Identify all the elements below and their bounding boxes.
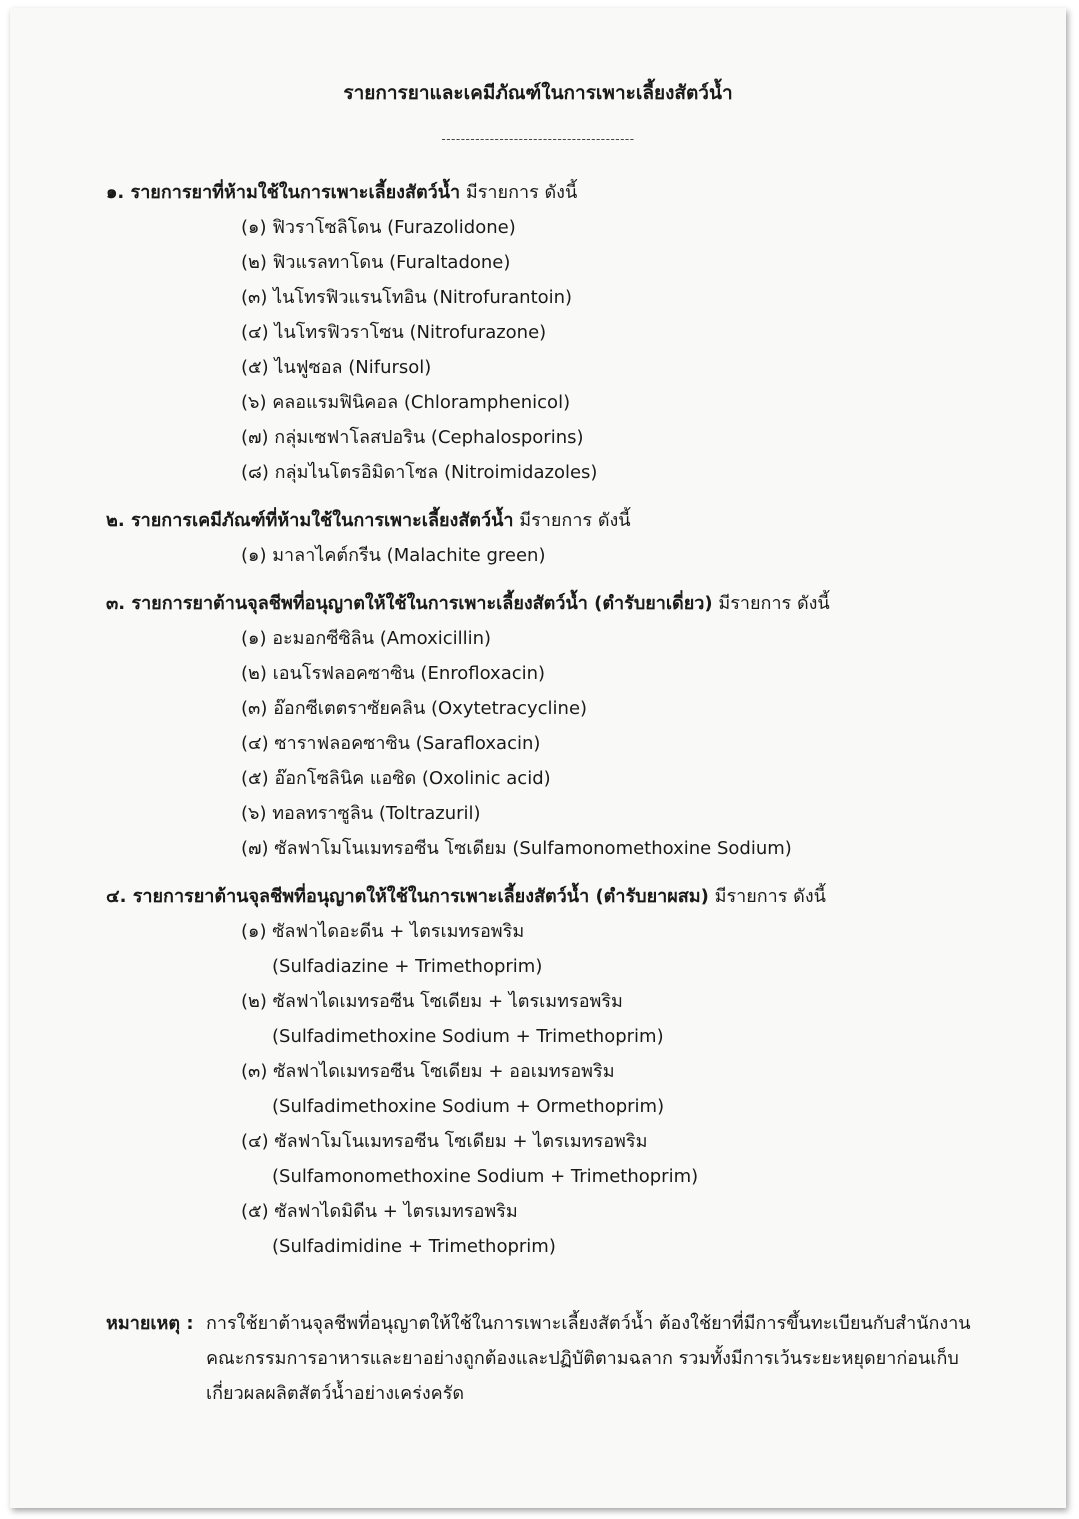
section-heading-rest: มีรายการ ดังนี้: [712, 593, 830, 614]
section-4: [106, 880, 1006, 1264]
list-item: (๓) ซัลฟาไดเมทรอซีน โซเดียม + ออเมทรอพริม: [241, 1061, 615, 1082]
section-heading-bold: ๒. รายการเคมีภัณฑ์ที่ห้ามใช้ในการเพาะเลี้ยงสัตว์น้ำ: [106, 510, 514, 531]
list-item: (๕) ไนฟูซอล (Nifursol): [241, 357, 432, 378]
list-item: (๒) ฟิวแรลทาโดน (Furaltadone): [241, 252, 511, 273]
list-item: (๑) ซัลฟาไดอะดีน + ไตรเมทรอพริม: [241, 921, 525, 942]
footnote: [106, 1306, 986, 1411]
section-heading: [106, 880, 1006, 914]
document-title: รายการยาและเคมีภัณฑ์ในการเพาะเลี้ยงสัตว์น้ำ: [343, 82, 733, 104]
list-item: (๑) ฟิวราโซลิโดน (Furazolidone): [241, 217, 516, 238]
section-heading: [106, 587, 1006, 621]
section-3: [106, 587, 1006, 866]
list-item: (๔) ไนโทรฟิวราโซน (Nitrofurazone): [241, 322, 547, 343]
section-heading-rest: มีรายการ ดังนี้: [708, 886, 826, 907]
list-item-english: (Sulfadiazine + Trimethoprim): [272, 956, 543, 977]
list-item-english: (Sulfadimidine + Trimethoprim): [272, 1236, 556, 1257]
list-item: (๑) อะมอกซีซิลิน (Amoxicillin): [241, 628, 492, 649]
chemical-list: [106, 538, 1006, 573]
section-heading: [106, 176, 1006, 210]
list-item: (๔) ซัลฟาโมโนเมทรอซีน โซเดียม + ไตรเมทรอพริม: [241, 1131, 648, 1152]
list-item: (๓) อ๊อกซีเตตราซัยคลิน (Oxytetracycline): [241, 698, 588, 719]
footnote-label: หมายเหตุ :: [106, 1313, 194, 1334]
list-item: (๖) คลอแรมฟินิคอล (Chloramphenicol): [241, 392, 571, 413]
list-item: (๕) อ๊อกโซลินิค แอซิด (Oxolinic acid): [241, 768, 551, 789]
section-2: [106, 504, 1006, 573]
list-item-english: (Sulfadimethoxine Sodium + Ormethoprim): [272, 1096, 665, 1117]
single-formula-list: [106, 621, 1006, 866]
section-1: [106, 176, 1006, 490]
document-page: [10, 8, 1066, 1508]
list-item-english: (Sulfadimethoxine Sodium + Trimethoprim): [272, 1026, 664, 1047]
drug-list: [106, 210, 1006, 490]
list-item: (๗) กลุ่มเซฟาโลสปอริน (Cephalosporins): [241, 427, 584, 448]
list-item: (๒) เอนโรฟลอคซาซิน (Enrofloxacin): [241, 663, 546, 684]
list-item: (๕) ซัลฟาไดมิดีน + ไตรเมทรอพริม: [241, 1201, 518, 1222]
list-item: (๓) ไนโทรฟิวแรนโทอิน (Nitrofurantoin): [241, 287, 573, 308]
section-heading-bold: ๓. รายการยาต้านจุลชีพที่อนุญาตให้ใช้ในการเพาะเลี้ยงสัตว์น้ำ (ตำรับยาเดี่ยว): [106, 593, 713, 614]
footnote-line: เกี่ยวผลผลิตสัตว์น้ำอย่างเคร่งครัด: [206, 1383, 465, 1404]
list-item: (๔) ซาราฟลอคซาซิน (Sarafloxacin): [241, 733, 541, 754]
list-item: (๖) ทอลทราซูลิน (Toltrazuril): [241, 803, 481, 824]
list-item: (๗) ซัลฟาโมโนเมทรอซีน โซเดียม (Sulfamonomethoxine Sodium): [241, 838, 792, 859]
section-heading-rest: มีรายการ ดังนี้: [460, 182, 578, 203]
title-separator: ----------------------------------------: [441, 132, 635, 146]
footnote-line: การใช้ยาต้านจุลชีพที่อนุญาตให้ใช้ในการเพาะเลี้ยงสัตว์น้ำ ต้องใช้ยาที่มีการขึ้นทะเบียนกับสำนักงาน: [206, 1313, 971, 1334]
list-item: (๑) มาลาไคต์กรีน (Malachite green): [241, 545, 546, 566]
list-item-english: (Sulfamonomethoxine Sodium + Trimethoprim): [272, 1166, 699, 1187]
section-heading-rest: มีรายการ ดังนี้: [513, 510, 631, 531]
document-body: [106, 176, 1006, 1278]
list-item: (๒) ซัลฟาไดเมทรอซีน โซเดียม + ไตรเมทรอพริม: [241, 991, 623, 1012]
section-heading: [106, 504, 1006, 538]
section-heading-bold: ๔. รายการยาต้านจุลชีพที่อนุญาตให้ใช้ในการเพาะเลี้ยงสัตว์น้ำ (ตำรับยาผสม): [106, 886, 709, 907]
combined-formula-list: [106, 914, 1006, 1264]
footnote-body: [206, 1306, 986, 1411]
footnote-line: คณะกรรมการอาหารและยาอย่างถูกต้องและปฏิบัติตามฉลาก รวมทั้งมีการเว้นระยะหยุดยาก่อนเก็บ: [206, 1348, 959, 1369]
list-item: (๘) กลุ่มไนโตรอิมิดาโซล (Nitroimidazoles): [241, 462, 598, 483]
section-heading-bold: ๑. รายการยาที่ห้ามใช้ในการเพาะเลี้ยงสัตว์น้ำ: [106, 182, 461, 203]
